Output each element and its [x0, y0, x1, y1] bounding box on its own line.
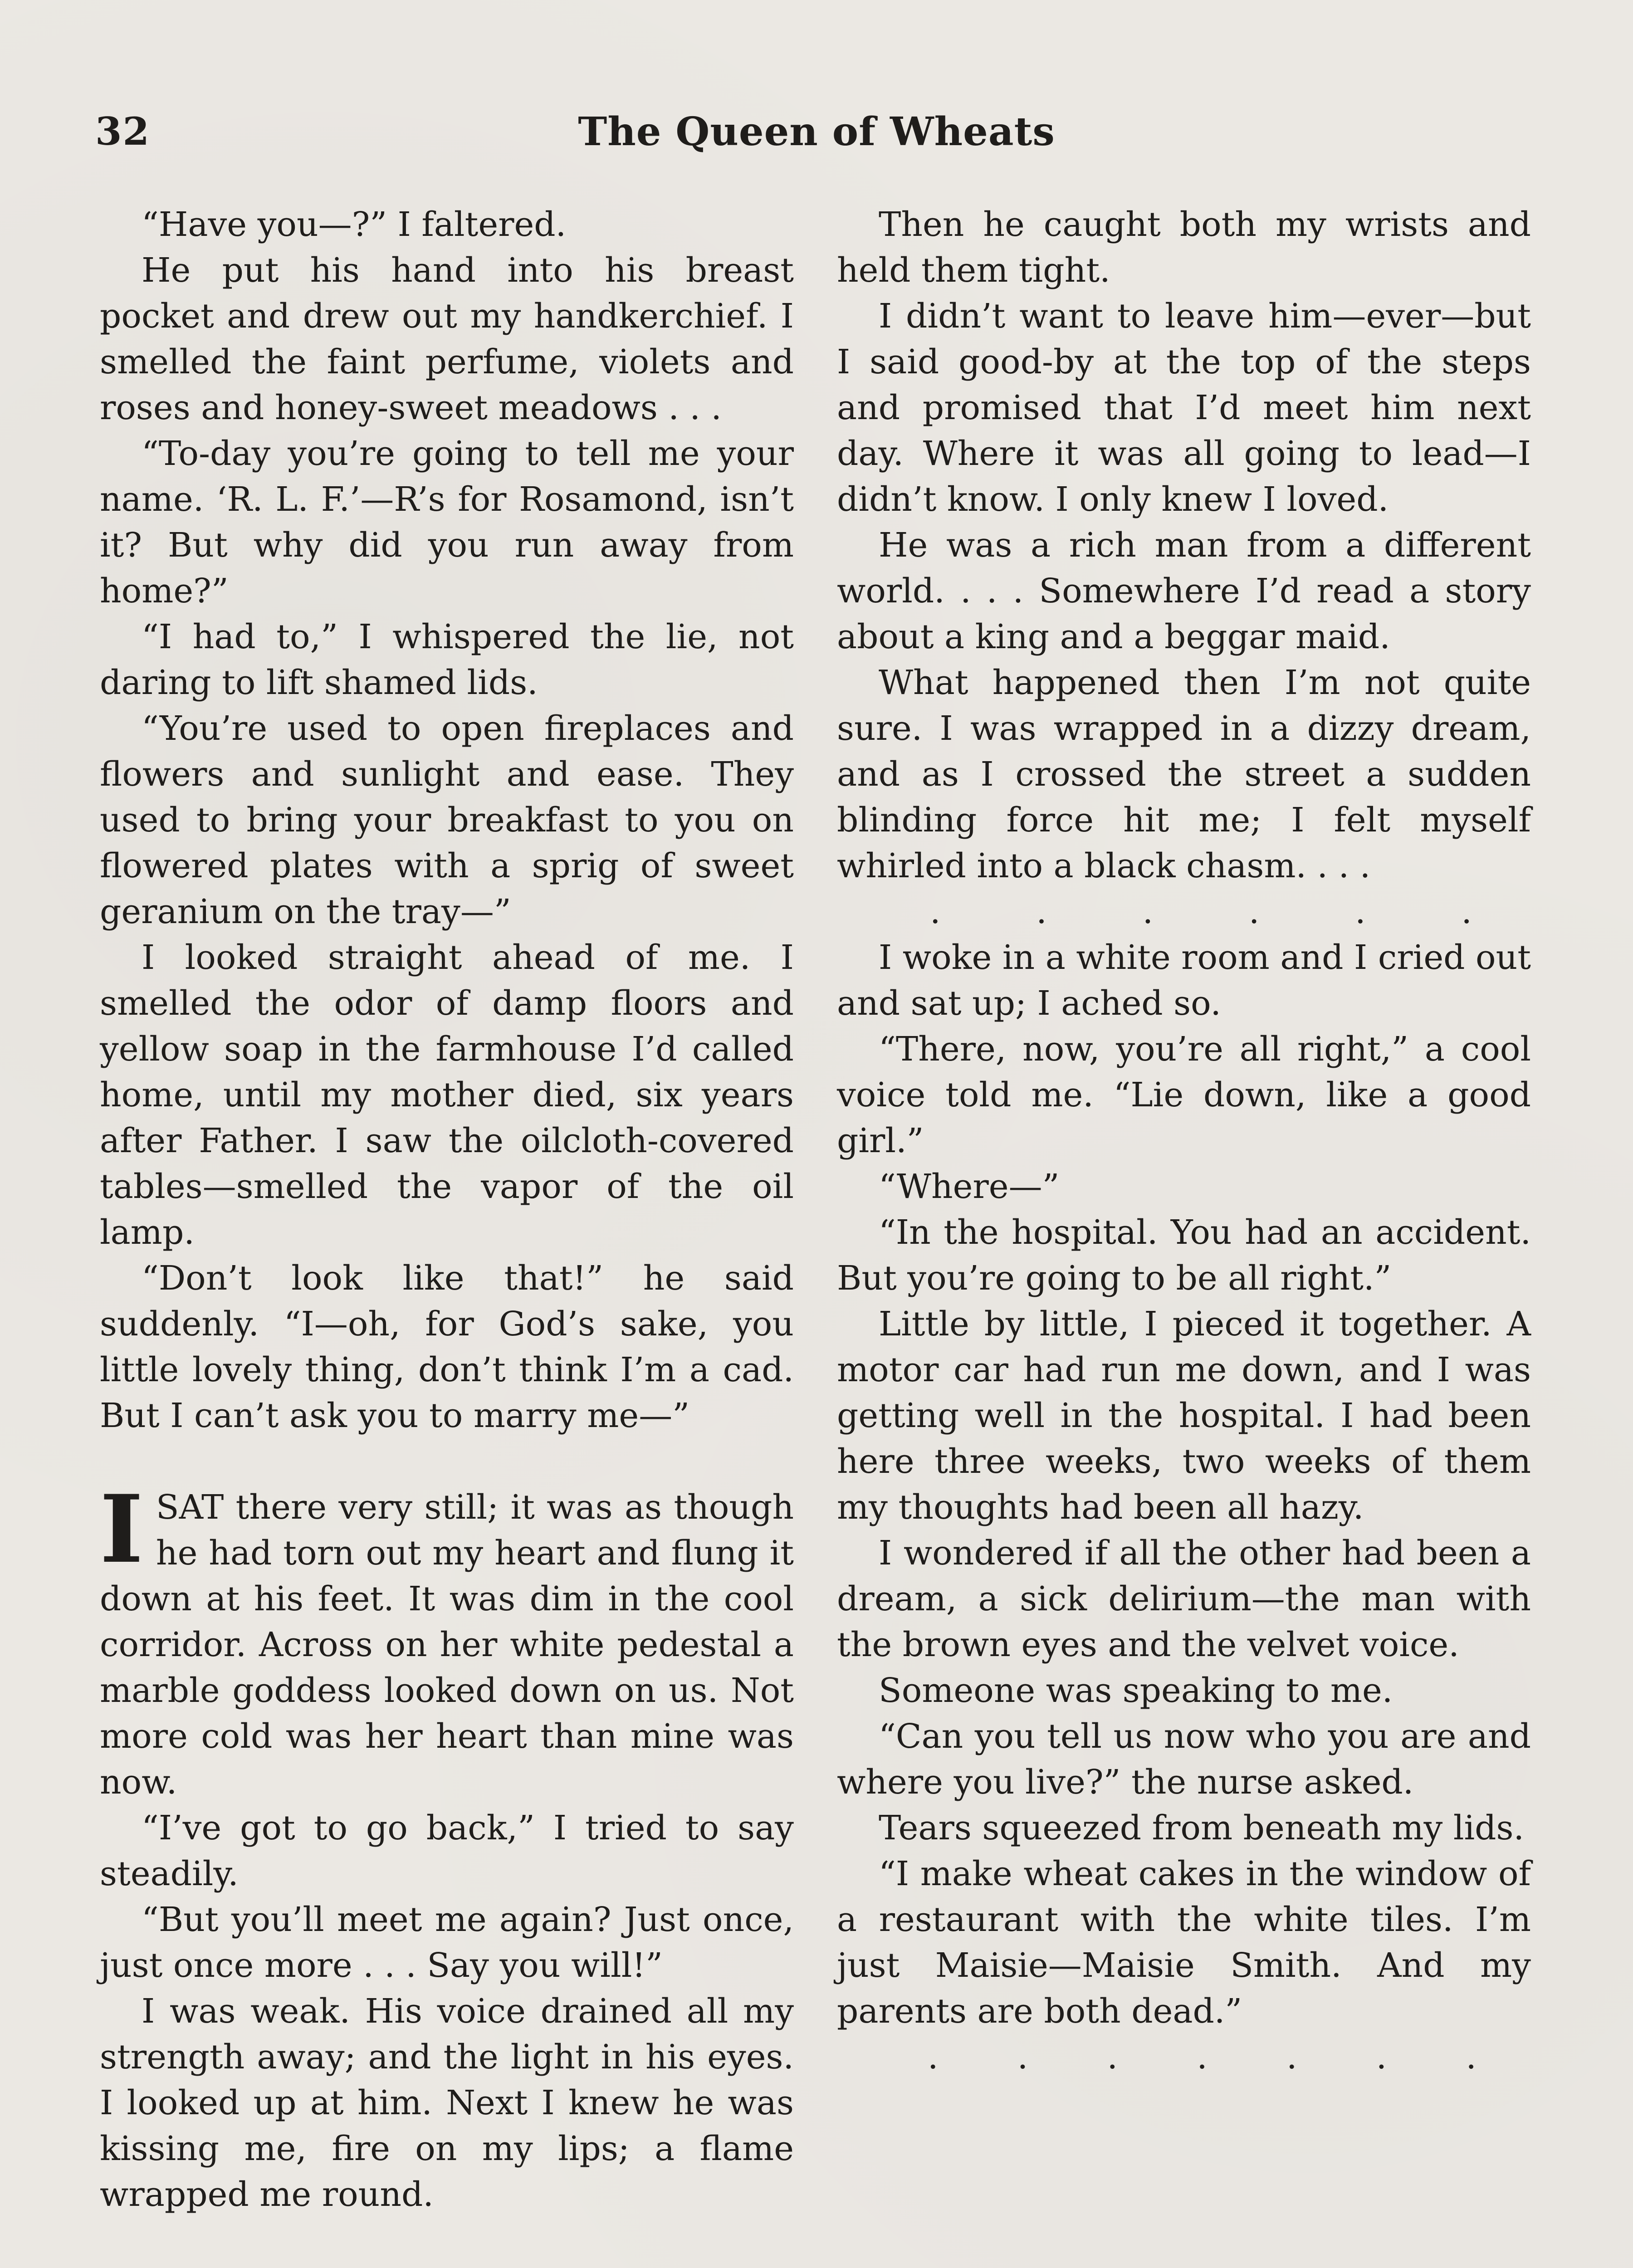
divider-dot: . [1466, 2038, 1477, 2077]
divider-dot: . [1286, 2038, 1297, 2077]
divider-dot: . [928, 2038, 939, 2077]
section-break [100, 1439, 794, 1485]
drop-cap: I [100, 1475, 143, 1584]
divider-dot: . [1376, 2038, 1387, 2077]
paragraph: Tears squeezed from beneath my lids. [879, 1809, 1525, 1848]
paragraph: “Where—” [879, 1167, 1060, 1206]
paragraph: Someone was speaking to me. [879, 1671, 1393, 1710]
paragraph: “Have you—?” I faltered. [142, 205, 567, 244]
divider-dot: . [1107, 2038, 1118, 2077]
divider-dot: . [1142, 892, 1154, 931]
paragraph: Then he caught both my wrists and held them tight. [837, 205, 1531, 290]
paragraph: I woke in a white room and I cried out and sat up; I ached so. [837, 938, 1531, 1023]
paragraph: What happened then I’m not quite sure. I was wrapped in a dizzy dream, and as I crossed the street a sudden blinding force hit me; I felt myself whirled into a black chasm. . . . [837, 663, 1531, 885]
paragraph: “I’ve got to go back,” I tried to say steadily. [100, 1809, 794, 1893]
divider-dot: . [1461, 892, 1472, 931]
running-title: The Queen of Wheats [578, 109, 1055, 155]
paragraph: I was weak. His voice drained all my strength away; and the light in his eyes. I looked up at him. Next I knew he was kissing me, fire on my lips; a flame wrapped me round. [100, 1992, 794, 2214]
ellipsis-divider [837, 2034, 1531, 2080]
dropcap-paragraph [100, 1475, 794, 1805]
paragraph: “There, now, you’re all right,” a cool voice told me. “Lie down, like a good girl.” [837, 1030, 1531, 1160]
paragraph: I didn’t want to leave him—ever—but I said good-by at the top of the steps and promised that I’d meet him next day. Where it was all going to lead—I didn’t know. I only knew I loved. [837, 297, 1531, 519]
paragraph: I wondered if all the other had been a dream, a sick delirium—the man with the brown eyes and the velvet voice. [837, 1534, 1531, 1664]
paragraph: “You’re used to open fireplaces and flowers and sunlight and ease. They used to bring your breakfast to you on flowered plates with a sprig of sweet geranium on the tray—” [100, 709, 794, 931]
divider-dot: . [1036, 892, 1047, 931]
paragraph: “But you’ll meet me again? Just once, just once more . . . Say you will!” [100, 1900, 794, 1985]
left-column [100, 202, 794, 2218]
ellipsis-divider [837, 889, 1531, 935]
paragraph: He was a rich man from a different world. . . . Somewhere I’d read a story about a king and a beggar maid. [837, 526, 1531, 656]
divider-dot: . [1248, 892, 1260, 931]
divider-dot: . [1017, 2038, 1028, 2077]
paragraph: “Don’t look like that!” he said suddenly. “I—oh, for God’s sake, you little lovely thing, don’t think I’m a cad. But I can’t ask you to marry me—” [100, 1259, 794, 1435]
paragraph: Little by little, I pieced it together. A motor car had run me down, and I was getting well in the hospital. I had been here three weeks, two weeks of them my thoughts had been all hazy. [837, 1305, 1531, 1527]
paragraph-text: SAT there very still; it was as though he had torn out my heart and flung it down at his feet. It was dim in the cool corridor. Across on her white pedestal a marble goddess looked down on us. Not more cold was her heart than mine was now. [100, 1488, 794, 1802]
paragraph: He put his hand into his breast pocket and drew out my handkerchief. I smelled the faint perfume, violets and roses and honey-sweet meadows . . . [100, 251, 794, 427]
divider-dot: . [930, 892, 941, 931]
paragraph: “To-day you’re going to tell me your name. ‘R. L. F.’—R’s for Rosamond, isn’t it? But why did you run away from home?” [100, 434, 794, 611]
paragraph: “I had to,” I whispered the lie, not daring to lift shamed lids. [100, 617, 794, 702]
divider-dot: . [1355, 892, 1366, 931]
page-header [95, 109, 1538, 177]
paragraph: “In the hospital. You had an accident. But you’re going to be all right.” [837, 1213, 1531, 1298]
paragraph: “I make wheat cakes in the window of a restaurant with the white tiles. I’m just Maisie—Maisie Smith. And my parents are both dead.” [837, 1854, 1531, 2031]
right-column [837, 202, 1531, 2080]
page-number: 32 [95, 109, 150, 154]
divider-dot: . [1197, 2038, 1208, 2077]
paragraph: I looked straight ahead of me. I smelled the odor of damp floors and yellow soap in the farmhouse I’d called home, until my mother died, six years after Father. I saw the oilcloth-covered tables—smelled the vapor of the oil lamp. [100, 938, 794, 1252]
paragraph: “Can you tell us now who you are and where you live?” the nurse asked. [837, 1717, 1531, 1802]
